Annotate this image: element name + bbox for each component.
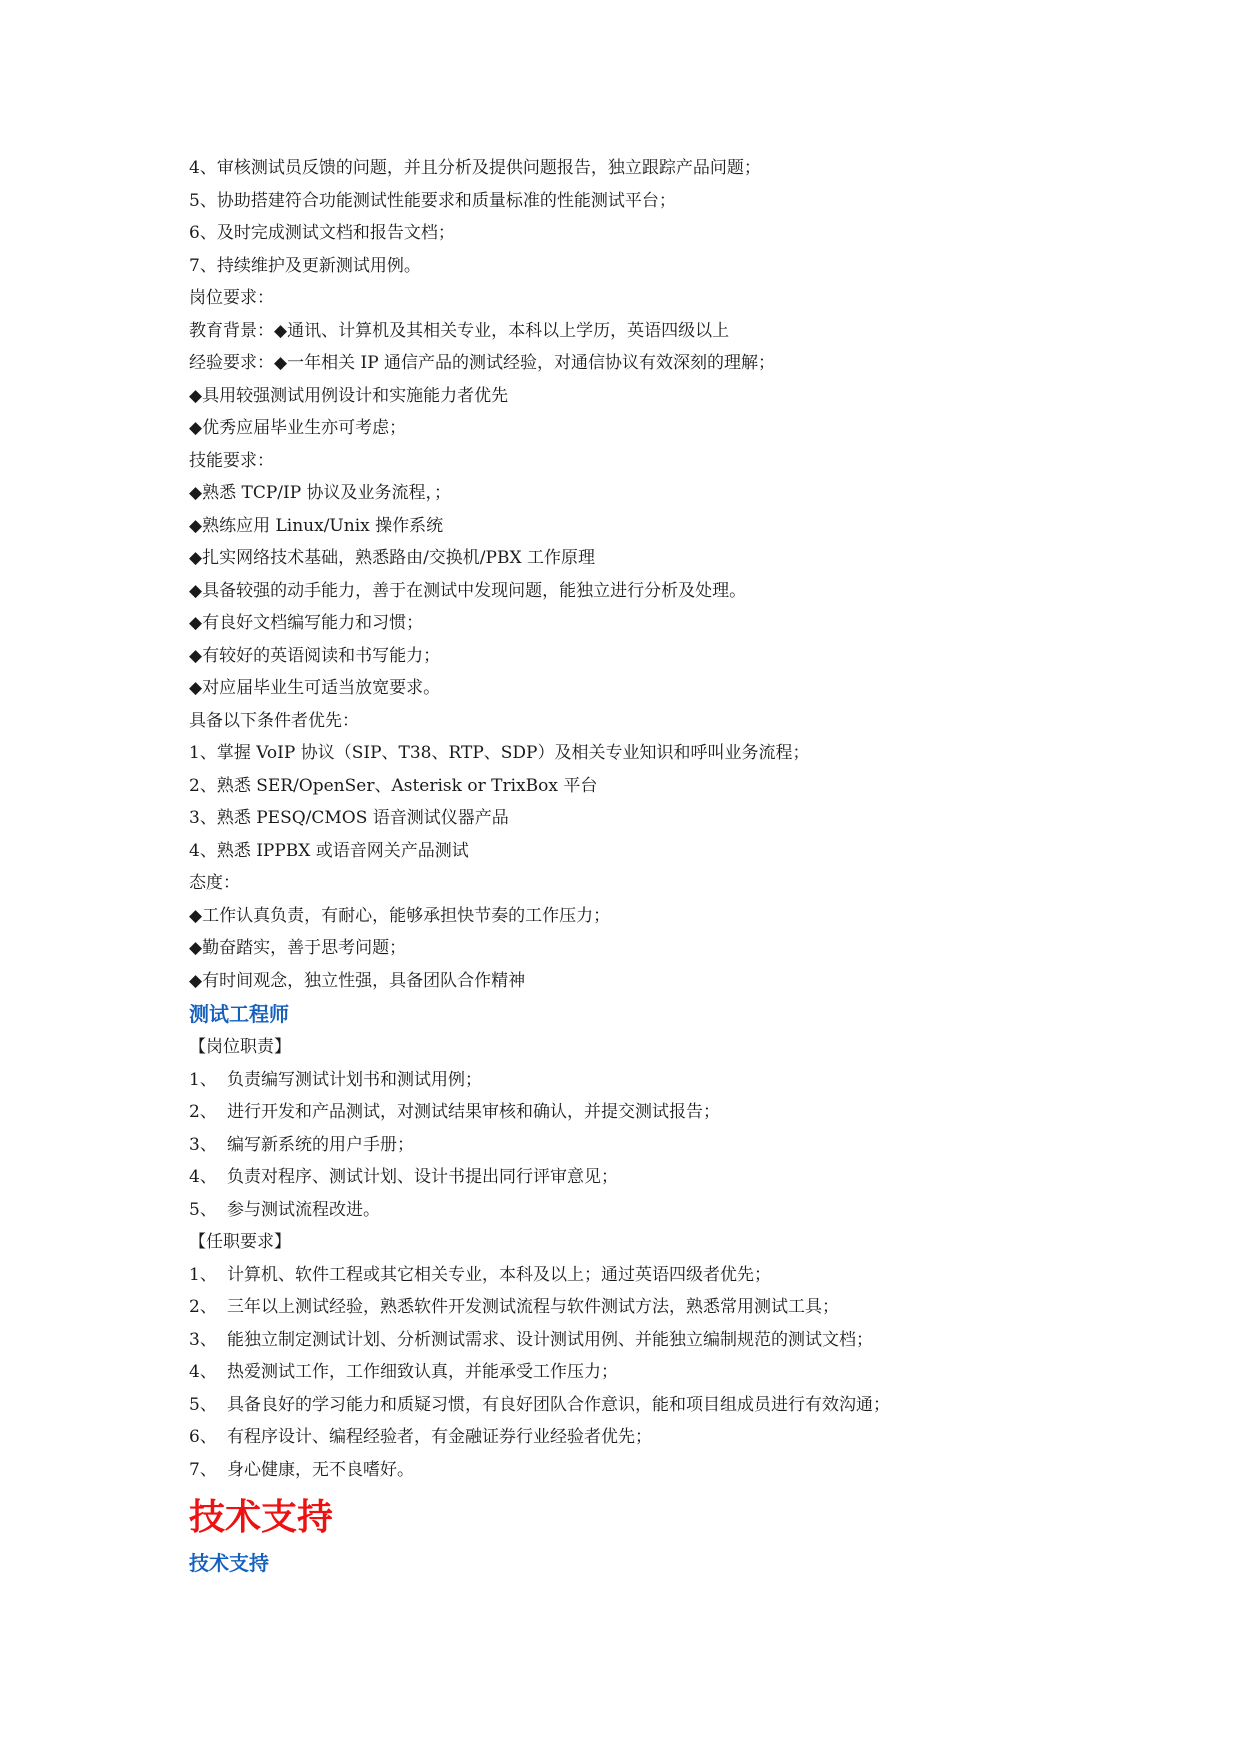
item-text: 热爱测试工作，工作细致认真，并能承受工作压力； [227, 1362, 618, 1382]
heading-tech-support: 技术支持 [189, 1551, 269, 1575]
item-text: 计算机、软件工程或其它相关专业，本科及以上；通过英语四级者优先； [227, 1264, 771, 1285]
item-text: 能独立制定测试计划、分析测试需求、设计测试用例、并能独立编制规范的测试文档； [227, 1329, 873, 1350]
text-line: ◆熟悉 TCP/IP 协议及业务流程，； [189, 483, 452, 503]
text-line: 岗位要求： [189, 288, 274, 308]
text-line: ◆有较好的英语阅读和书写能力； [189, 645, 441, 666]
list-item [189, 1064, 1089, 1097]
text-line: 1、掌握 VoIP 协议（SIP、T38、RTP、SDP）及相关专业知识和呼叫业务流程； [189, 743, 810, 763]
duties-list [189, 1064, 1089, 1227]
text-line: 经验要求：◆一年相关 IP 通信产品的测试经验，对通信协议有效深刻的理解； [189, 353, 776, 373]
item-number: 1、 [189, 1264, 217, 1285]
item-number: 3、 [189, 1134, 217, 1155]
text-line: ◆对应届毕业生可适当放宽要求。 [189, 678, 441, 698]
list-item [189, 1389, 1089, 1422]
text-line: 教育背景：◆通讯、计算机及其相关专业，本科以上学历，英语四级以上 [189, 320, 730, 341]
item-number: 1、 [189, 1069, 217, 1090]
text-line: ◆优秀应届毕业生亦可考虑； [189, 418, 407, 438]
item-number: 5、 [189, 1394, 217, 1415]
text-line: 2、熟悉 SER/OpenSer、Asterisk or TrixBox 平台 [189, 775, 598, 796]
item-number: 4、 [189, 1167, 217, 1187]
item-number: 4、 [189, 1362, 217, 1382]
text-line: 具备以下条件者优先： [189, 710, 359, 731]
text-line: 3、熟悉 PESQ/CMOS 语音测试仪器产品 [189, 808, 509, 828]
text-line: 4、审核测试员反馈的问题，并且分析及提供问题报告，独立跟踪产品问题； [189, 158, 761, 178]
item-number: 2、 [189, 1102, 217, 1122]
text-line: ◆有时间观念，独立性强，具备团队合作精神 [189, 970, 526, 991]
list-item [189, 1454, 1089, 1487]
list-item [189, 1096, 1089, 1129]
text-line: 7、持续维护及更新测试用例。 [189, 255, 421, 276]
heading-test-engineer: 测试工程师 [189, 1002, 289, 1026]
heading-tech-support-large: 技术支持 [189, 1497, 334, 1538]
item-text: 负责编写测试计划书和测试用例； [227, 1069, 482, 1090]
item-text: 负责对程序、测试计划、设计书提出同行评审意见； [227, 1167, 618, 1187]
text-line: ◆有良好文档编写能力和习惯； [189, 613, 424, 633]
item-text: 有程序设计、编程经验者，有金融证券行业经验者优先； [227, 1427, 652, 1447]
item-text: 具备良好的学习能力和质疑习惯，有良好团队合作意识，能和项目组成员进行有效沟通； [227, 1394, 890, 1415]
section-title-duties: 【岗位职责】 [189, 1037, 291, 1057]
list-item [189, 1421, 1089, 1454]
text-line: 4、熟悉 IPPBX 或语音网关产品测试 [189, 840, 469, 861]
requirements-list [189, 1259, 1089, 1487]
item-text: 参与测试流程改进。 [227, 1199, 380, 1220]
list-item [189, 1161, 1089, 1194]
document-page [189, 152, 1089, 1580]
item-number: 7、 [189, 1459, 217, 1480]
item-number: 3、 [189, 1329, 217, 1350]
list-item [189, 1129, 1089, 1162]
item-number: 2、 [189, 1297, 217, 1317]
text-line: 技能要求： [189, 450, 274, 471]
text-line: ◆具用较强测试用例设计和实施能力者优先 [189, 385, 509, 406]
text-line: ◆勤奋踏实，善于思考问题； [189, 938, 407, 958]
list-item [189, 1259, 1089, 1292]
item-text: 身心健康，无不良嗜好。 [227, 1459, 414, 1480]
text-line: 5、协助搭建符合功能测试性能要求和质量标准的性能测试平台； [189, 190, 676, 211]
item-text: 三年以上测试经验，熟悉软件开发测试流程与软件测试方法，熟悉常用测试工具； [227, 1297, 839, 1317]
text-line: ◆熟练应用 Linux/Unix 操作系统 [189, 515, 444, 536]
text-line: 6、及时完成测试文档和报告文档； [189, 223, 455, 243]
text-line: ◆扎实网络技术基础，熟悉路由/交换机/PBX 工作原理 [189, 548, 595, 568]
text-line: ◆工作认真负责，有耐心，能够承担快节奏的工作压力； [189, 905, 611, 926]
section-title-requirements: 【任职要求】 [189, 1232, 291, 1252]
item-number: 6、 [189, 1427, 217, 1447]
item-text: 进行开发和产品测试，对测试结果审核和确认，并提交测试报告； [227, 1102, 720, 1122]
item-number: 5、 [189, 1199, 217, 1220]
list-item [189, 1291, 1089, 1324]
text-line: 态度： [189, 873, 240, 893]
list-item [189, 1324, 1089, 1357]
list-item [189, 1356, 1089, 1389]
list-item [189, 1194, 1089, 1227]
item-text: 编写新系统的用户手册； [227, 1134, 414, 1155]
section-test-requirements [189, 152, 1089, 997]
text-line: ◆具备较强的动手能力，善于在测试中发现问题，能独立进行分析及处理。 [189, 580, 747, 601]
